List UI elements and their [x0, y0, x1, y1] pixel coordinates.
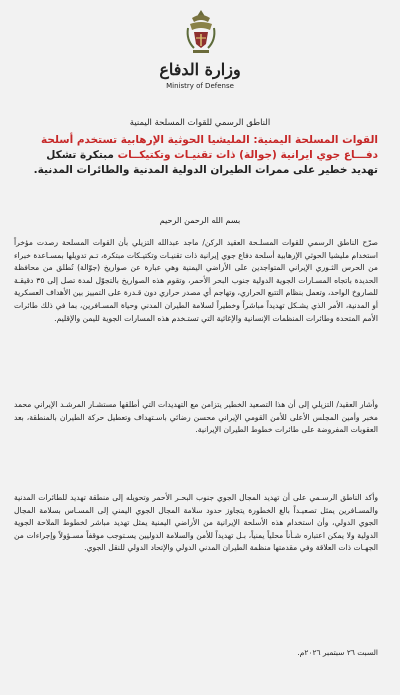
paragraph-2: وأشار العقيد/ التزيلي إلى أن هذا التصعيد الخطير يتزامن مع التهديدات التي أطلقها مستشـار المرشـد الإيراني محمد مخبر وأمين المجلس الأعلى للأمن القومي الإيراني محسن رضائي باسـتهداف وتعطيل حركة الطيران بالمنطقة، بعد العقوبات المفروضة على طائرات خطوط الطيران الإيرانية.	[14, 400, 378, 435]
headline-red-part: القوات المسلحة اليمنية: المليشيا الحوثية الإرهابية تستخدم أسلحة دفـــاع جوي ايرانية (جوالة) ذات تقنيـات وتكتيكــات	[41, 134, 378, 161]
ministry-name-ar: وزارة الدفاع	[159, 60, 241, 79]
ministry-emblem-icon	[184, 8, 218, 56]
ministry-name-en: Ministry of Defense	[166, 82, 234, 90]
paragraph-3: وأكد الناطق الرسـمي على أن تهديد المجال الجوي جنوب البحـر الأحمر وتحويله إلى منطقة تهديد للطائرات المدنية والمسـافرين يمثل تصعيـداً بالغ الخطورة يتجاوز حدود سلامة المجال الجوي اليمني إلى المسـاس بسلامة المجال الجوي الدولي، وأن استخدام هذه الأسلحة الإيرانية من الأراضي اليمنية يمثل تهديد مباشر لخطوط الملاحة الجوية الدولية ولا يمكن اعتباره شـأناً محلياً يمنياً، بـل تهديداً للأمن والسلامة الدوليين يسـتوجب موقفاً مسـؤولاً وإجراءات من الجهـات ذات العلاقة وفي مقدمتها منظمة الطيران المدني الدولي والإتحاد الدولي للنقل الجوي.	[14, 493, 378, 553]
headline-dark-part: مبتكرة تشكل تهديد خطير على ممرات الطيران الدولية المدنية والطائرات المدنية.	[33, 149, 378, 176]
paragraph-1: صرّح الناطق الرسمي للقوات المسلـحة العقيد الركن/ ماجد عبدالله التزيلي بأن القوات المسلحة رصدت مؤخراً استخدام مليشيا الحوثي الإرهابية أسلحة دفاع جوي إيرانية ذات تقنيـات وتكتيـكات مبتكرة، تـم تدويلها بمسـاعدة خبراء من الحرس الثـوري الإيراني المتواجدين على الأراضي اليمنية وهي عبارة عن صواريخ (جوّالة) تُطلق من محافظة الحديدة باتجاه المسـارات الجوية الدولية جنوب البحر الأحمر، وتقوم هذه الصواريخ بالتجوّل لمدة تصل إلى ٣٥ دقيقـة للصاروخ الواحد، وتعمل بنظام التتبع الحراري، وتهاجم أي مصدر حراري دون قـدرة على التمييز بين الأهداف العسكرية أو المدنية، الأمر الذي يشـكل تهديداً مباشراً وخطيراً لسلامة الطيران المدني وحياة المسـافرين، بما في ذلك طائرات الأمم المتحدة وطائرات المنظمات الإنسانية والإغاثية التي تستـخدم هذه المسارات الجوية لليمن والإقليم.	[14, 238, 378, 323]
spokesman-subtitle: الناطق الرسمي للقوات المسلحة اليمنية	[129, 118, 271, 128]
statement-date: السبت ٢٦ سبتمبر ٢٠٢٦م.	[297, 648, 378, 657]
basmala: بسم الله الرحمن الرحيم	[159, 216, 241, 225]
statement-headline	[16, 133, 378, 178]
